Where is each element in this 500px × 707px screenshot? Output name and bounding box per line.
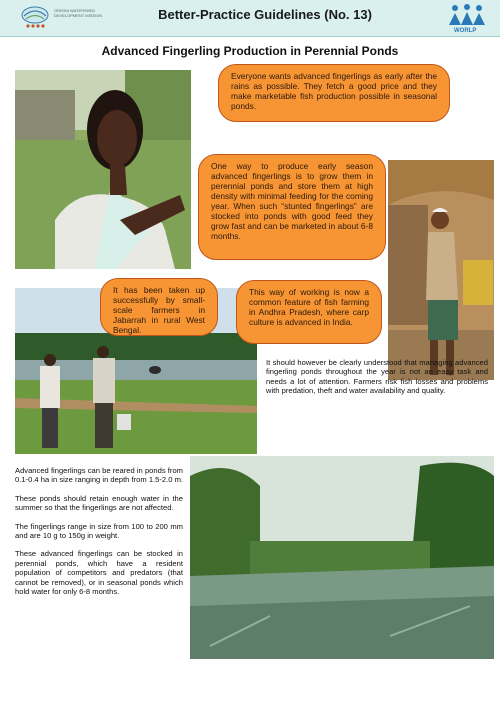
- paragraph-water-retention: These ponds should retain enough water in the summer so that the fingerlings are not affected.: [15, 493, 183, 513]
- paragraph-stocking: These advanced fingerlings can be stocked in perennial ponds, which have a resident population of competitors and predators (that cannot be removed), or in seasonal ponds which hold water for only 6-8 months.: [15, 549, 183, 597]
- org-left-label: ORISSA WATERSHED DEVELOPMENT MISSION: [54, 8, 103, 18]
- org-right-label: WORLP: [454, 28, 477, 34]
- guideline-title: Better-Practice Guidelines (No. 13): [158, 7, 372, 22]
- management-warning-text: It should however be clearly understood that managing advanced fingerling ponds throughout the year is not an easy task and needs a lot of attention. Farmers risk fish losses and problems with predation, theft and water availability and quality.: [266, 358, 488, 396]
- watershed-mission-logo: [20, 4, 50, 30]
- callout-andhra-pradesh: This way of working is now a common feature of fish farming in Andhra Pradesh, where carp culture is advanced in India.: [236, 280, 382, 344]
- fingerling-facts-column: [15, 466, 183, 605]
- callout-jabarrah: It has been taken up successfully by small-scale farmers in Jabarrah in rural West Bengal.: [100, 278, 218, 336]
- page-title: Advanced Fingerling Production in Perennial Ponds: [101, 44, 399, 58]
- callout-early-demand: Everyone wants advanced fingerlings as early after the rains as possible. They fetch a good price and they make marketable fish production possible in seasonal ponds.: [218, 64, 450, 122]
- fish-farmer-photo: [388, 160, 494, 380]
- callout-stunted-fingerlings: One way to produce early season advanced fingerlings is to grow them in perennial ponds and store them at high density with minimal feeding for the coming year. When such “stunted fingerlings” are stocked into ponds with good feed they grow fast and can be marketed in about 6-8 months.: [198, 154, 386, 260]
- paragraph-fingerling-size: The fingerlings range in size from 100 to 200 mm and are 10 g to 150g in weight.: [15, 521, 183, 541]
- paragraph-pond-size: Advanced fingerlings can be reared in ponds from 0.1-0.4 ha in size ranging in depth from 1.5-2.0 m.: [15, 466, 184, 485]
- woman-portrait-photo: [15, 70, 191, 269]
- perennial-pond-photo: [190, 456, 494, 659]
